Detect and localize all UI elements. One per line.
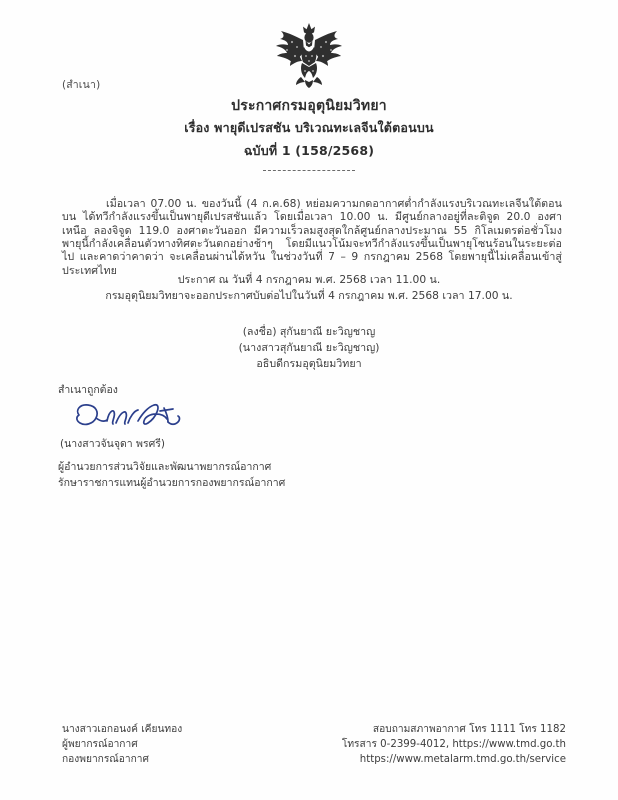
page-title: ประกาศกรมอุตุนิยมวิทยา bbox=[231, 98, 387, 114]
footer-left-block bbox=[62, 722, 182, 767]
signer-name-line: (นางสาวสุกันยาณี ยะวิญชาญ) bbox=[238, 341, 380, 354]
garuda-emblem-icon bbox=[271, 20, 347, 90]
handwritten-signature-icon bbox=[72, 399, 192, 435]
announcement-next-line: กรมอุตุนิยมวิทยาจะออกประกาศบับต่อไปในวันที่ 4 กรกฎาคม พ.ศ. 2568 เวลา 17.00 น. bbox=[105, 289, 513, 302]
footer-right-block bbox=[342, 722, 566, 767]
footer-forecaster-name: นางสาวเอกอนงค์ เคียนทอง bbox=[62, 724, 183, 735]
certified-copy-block bbox=[58, 383, 378, 491]
certifier-name: (นางสาวจันจุดา พรศรี) bbox=[60, 438, 165, 450]
issue-number: ฉบับที่ 1 (158/2568) bbox=[243, 143, 375, 158]
announcement-dates bbox=[0, 272, 618, 304]
footer-forecaster-title: ผู้พยากรณ์อากาศ bbox=[62, 739, 138, 750]
certifier-role-line-2: รักษาราชการแทนผู้อำนวยการกองพยากรณ์อากาศ bbox=[58, 476, 286, 489]
announcement-issued-line: ประกาศ ณ วันที่ 4 กรกฎาคม พ.ศ. 2568 เวลา 11.00 น. bbox=[177, 273, 441, 286]
certified-copy-label: สำเนาถูกต้อง bbox=[58, 384, 118, 396]
header-divider-container bbox=[0, 170, 618, 171]
header-divider bbox=[263, 170, 355, 171]
footer-forecaster-division: กองพยากรณ์อากาศ bbox=[62, 754, 149, 765]
footer-phone-line: สอบถามสภาพอากาศ โทร 1111 โทร 1182 bbox=[372, 724, 566, 735]
footer-service-url-line[interactable]: https://www.metalarm.tmd.go.th/service bbox=[359, 754, 566, 765]
director-signature-block bbox=[0, 324, 618, 372]
header-titles bbox=[0, 96, 618, 161]
footer-fax-website-line[interactable]: โทรสาร 0-2399-4012, https://www.tmd.go.th bbox=[341, 739, 566, 750]
emblem-container bbox=[0, 20, 618, 90]
signed-by-line: (ลงชื่อ) สุกันยาณี ยะวิญชาญ bbox=[242, 325, 376, 338]
certifier-role-line-1: ผู้อำนวยการส่วนวิจัยและพัฒนาพยากรณ์อากาศ bbox=[58, 461, 272, 473]
copy-marker: (สำเนา) bbox=[62, 79, 101, 91]
body-paragraph: เมื่อเวลา 07.00 น. ของวันนี้ (4 ก.ค.68) หย่อมความกดอากาศต่ำกำลังแรงบริเวณทะเลจีนใต้ตอนบน ได้ทวีกำลังแรงขึ้นเป็นพายุดีเปรสชันแล้ว โดยเมื่อเวลา 10.00 น. มีศูนย์กลางอยู่ที่ละติจูด 20.0 องศาเหนือ ลองจิจูด 119.0 องศาตะวันออก มีความเร็วลมสูงสุดใกล้ศูนย์กลางประมาณ 55 กิโลเมตรต่อชั่วโมง พายุนี้กำลังเคลื่อนตัวทางทิศตะวันตกอย่างช้าๆ โดยมีแนวโน้มจะทวีกำลังแรงขึ้นเป็นพายุโซนร้อนในระยะต่อไป และคาดว่าคาดว่า จะเคลื่อนผ่านได้หวัน ในช่วงวันที่ 7 – 9 กรกฎาคม 2568 โดยพายุนี้ไม่เคลื่อนเข้าสู่ประเทศไทย bbox=[62, 196, 562, 277]
signer-position-line: อธิบดีกรมอุตุนิยมวิทยา bbox=[256, 357, 362, 370]
document-subject: เรื่อง พายุดีเปรสชัน บริเวณทะเลจีนใต้ตอนบน bbox=[184, 120, 434, 135]
